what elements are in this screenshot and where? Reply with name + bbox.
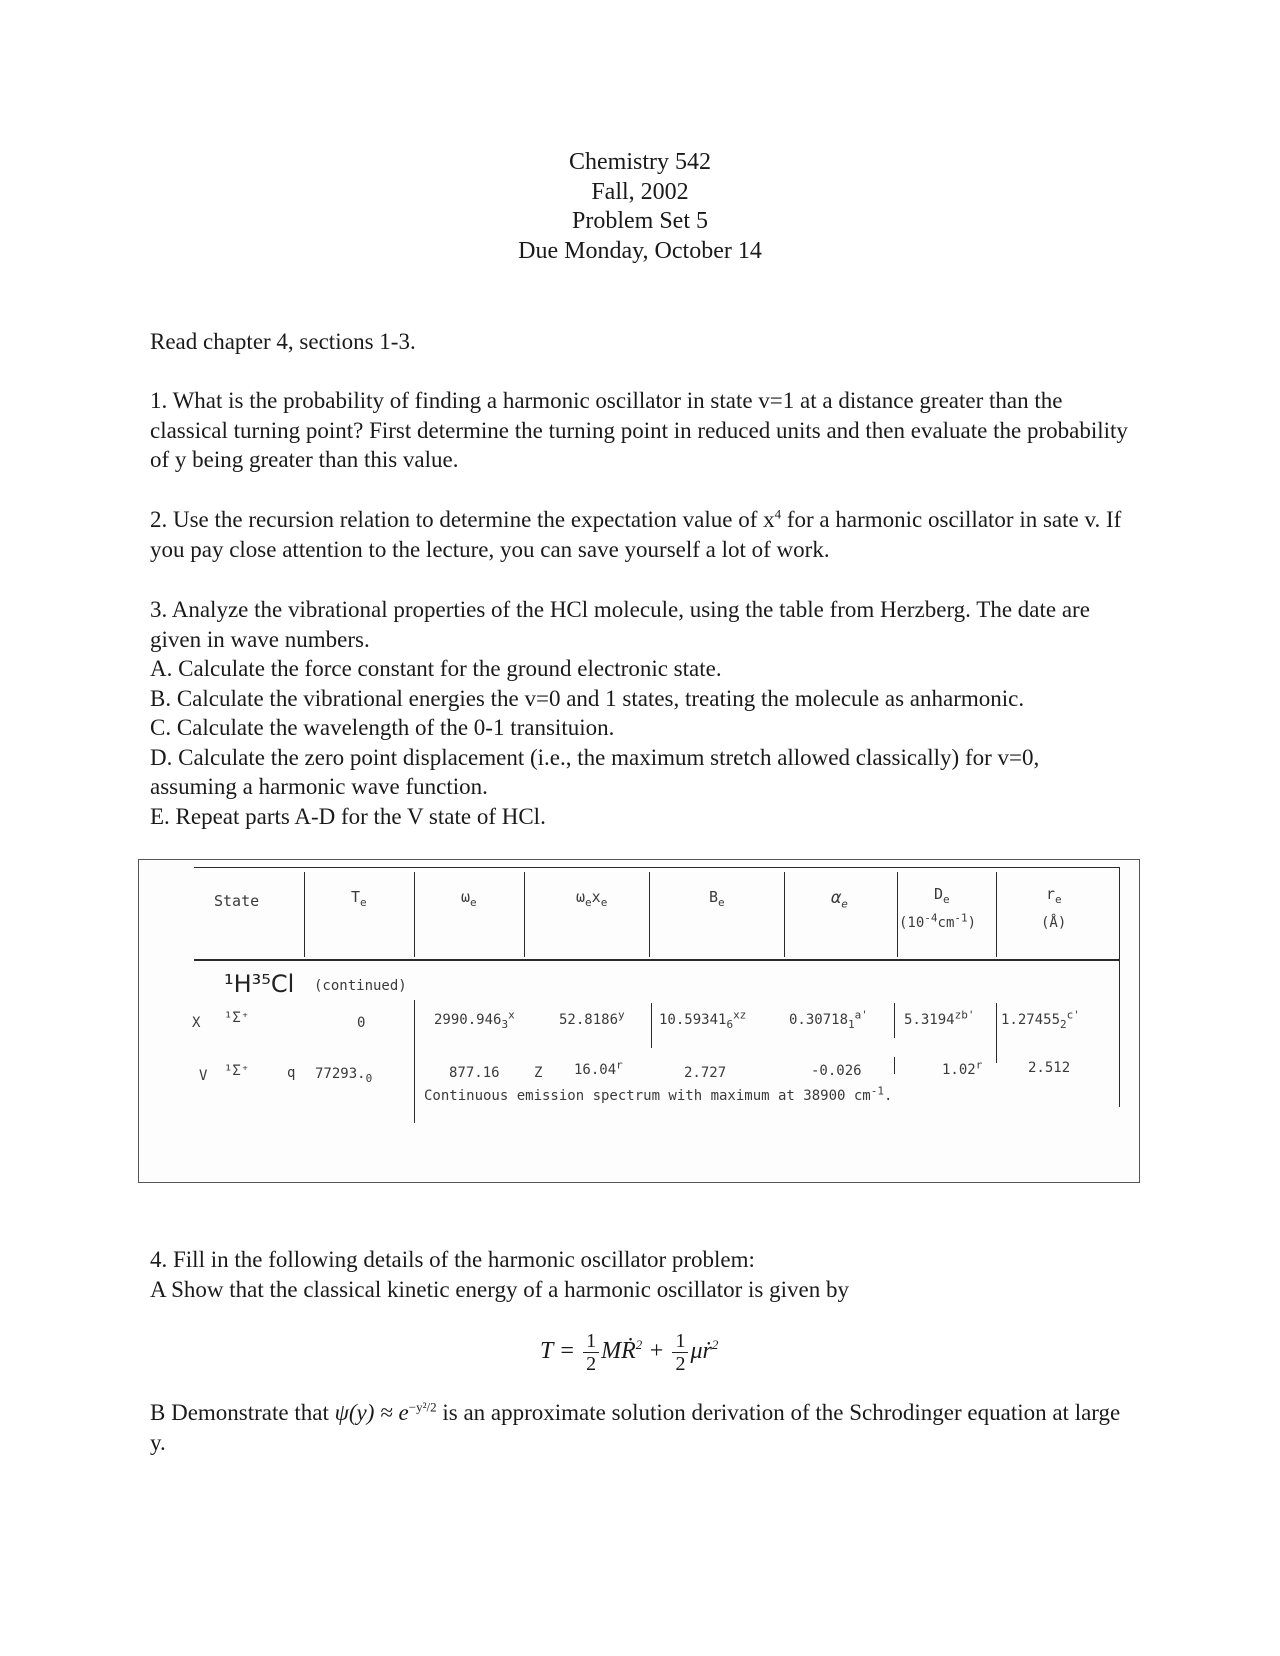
question-4-intro: 4. Fill in the following details of the harmonic oscillator problem: [150,1247,755,1272]
term: Fall, 2002 [591,178,689,205]
question-2: 2. Use the recursion relation to determine the expectation value of $x^4$ for a harmonic oscillator in sate v. If you pay close attention to the lecture, you can save yourself a lot of work. [150,506,1122,562]
row-x-be: $10.59341_6^{xz}$ [659,1008,747,1031]
question-3-part-c: C. Calculate the wavelength of the 0-1 transituion. [150,715,615,740]
row-v-de: 1.02$^r$ [942,1058,983,1078]
row-x-te: 0 [357,1015,366,1031]
question-3-part-b: B. Calculate the vibrational energies the v=0 and 1 states, treating the molecule as anharmonic. [150,685,1025,711]
question-3 [150,595,1130,831]
question-3-part-a: A. Calculate the force constant for the ground electronic state. [150,656,722,681]
row-x-re: $1.27455_2^{c'}$ [1001,1008,1080,1031]
row-v-state: ¹Σ⁺ [224,1063,250,1079]
course-title: Chemistry 542 [569,149,711,175]
row-v-wexe: 16.04$^r$ [574,1058,623,1078]
col-header-state: State [214,892,260,910]
question-4-part-a: A Show that the classical kinetic energy of a harmonic oscillator is given by [150,1276,849,1302]
col-header-wexe: $\omega_ex_e$ [576,888,608,909]
herzberg-table-scan [138,859,1140,1183]
psi-expression: ψ(y) ≈ e [334,1400,409,1425]
row-x-wexe: 52.8186$^y$ [559,1008,625,1028]
question-4 [150,1245,1130,1304]
col-header-re: $r_e$ [1046,885,1062,906]
col-header-de: $D_e$ [934,885,950,906]
question-1: 1. What is the probability of finding a harmonic oscillator in state v=1 at a distance greater than the classical turning point? First determine the turning point in reduced units and then evaluate the probability of y being greater than this value. [150,388,1128,472]
row-x-ae: $0.30718_1^{a'}$ [789,1008,868,1031]
col-header-ae: $\alpha_e$ [831,888,848,911]
row-v-we: 877.16 [449,1065,500,1081]
continuous-emission-note: Continuous emission spectrum with maximum at 38900 $cm^{-1}$. [424,1084,893,1104]
document-header [0,148,1280,266]
problem-set-title: Problem Set 5 [572,208,708,234]
question-3-part-d: D. Calculate the zero point displacement (i.e., the maximum stretch allowed classically) for v=0, assuming a harmonic wave function. [150,744,1040,799]
col-header-be: $B_e$ [709,888,725,909]
row-x-label: X [192,1015,201,1031]
col-header-re-unit: (Å) [1041,915,1067,931]
continued-label: (continued) [314,978,407,994]
row-v-q: q [287,1065,296,1081]
question-4-part-b: B Demonstrate that $\psi(y) \approx e^{-y^2/2}$ is an approximate solution derivation of the Schrodinger equation at large y. [150,1399,1121,1455]
row-v-te: $77293._0$ [315,1066,373,1085]
kinetic-energy-equation: T = $\frac{1}{2}$ MṘ$^2$ + $\frac{1}{2}$ μṙ$^2$ [540,1330,719,1375]
due-date: Due Monday, October 14 [518,237,762,264]
row-v-label: V [199,1068,208,1084]
row-v-be: 2.727 [684,1065,727,1081]
reading-assignment: Read chapter 4, sections 1-3. [150,329,416,354]
row-x-state: ¹Σ⁺ [224,1010,250,1026]
row-x-we: $2990.946_3^x$ [434,1008,515,1031]
row-v-re: 2.512 [1028,1060,1071,1076]
question-3-intro: 3. Analyze the vibrational properties of the HCl molecule, using the table from Herzberg. The date are given in wave numbers. [150,597,1090,652]
col-header-de-unit: $(10^{-4}cm^{-1})$ [899,911,977,931]
question-3-part-e: E. Repeat parts A-D for the V state of HCl. [150,803,546,829]
row-x-de: $5.3194^{zb'}$ [904,1008,975,1028]
col-header-we: $\omega_e$ [461,888,477,909]
col-header-te: $T_e$ [351,888,367,909]
molecule-label: ¹H³⁵Cl [224,970,295,998]
row-v-ae: -0.026 [811,1063,862,1079]
row-v-z: Z [534,1065,543,1081]
